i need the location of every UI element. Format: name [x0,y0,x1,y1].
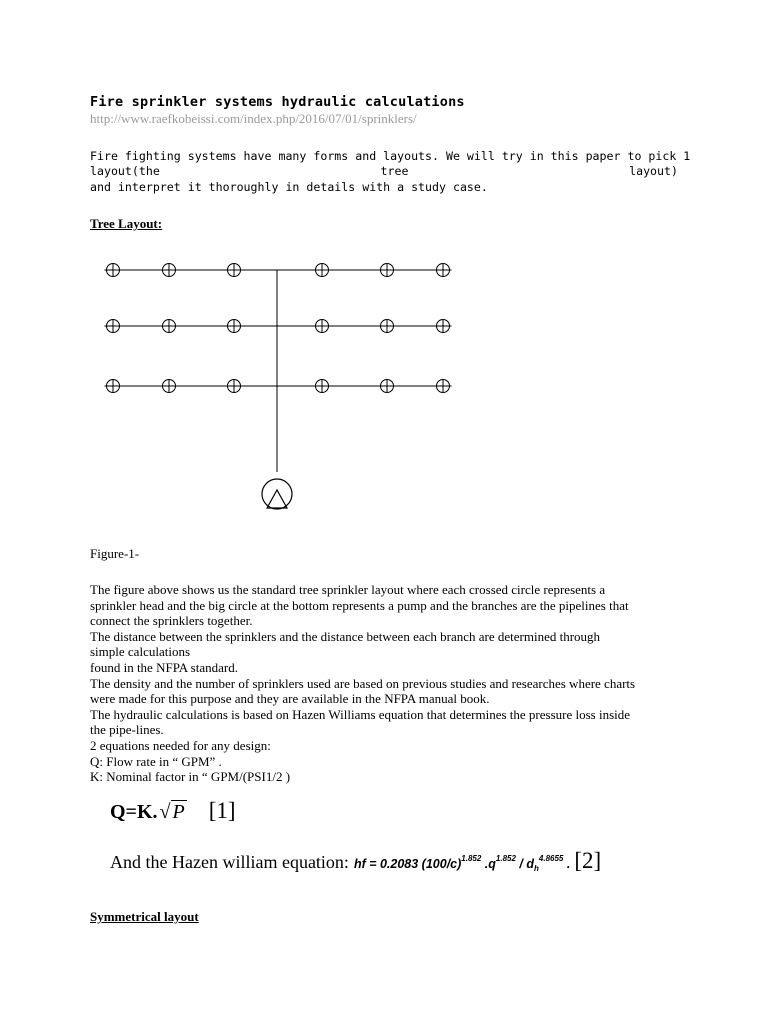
equation-1-lhs: Q=K. [110,801,158,823]
sprinkler-head-icon [379,320,396,333]
body-line: simple calculations [90,644,191,660]
equation-2-lead: And the Hazen william equation: [110,852,349,872]
figure-caption: Figure-1- [90,546,140,561]
intro-line-2-start: layout(the [90,164,160,178]
sprinkler-head-icon [105,380,122,393]
document-title: Fire sprinkler systems hydraulic calculations [90,94,465,110]
hazen-williams-formula: hf = 0.2083 $(100/c)^{1.852}$ $.q^{1.852} / d_h^{4.8655}$ . [353,854,571,873]
body-line: sprinkler head and the big circle at the bottom represents a pump and the branches are the pipelines that [90,597,629,613]
equation-1-number: [1] [208,798,236,823]
tree-layout-heading: Tree Layout: [90,216,163,231]
sprinkler-head-icon [314,264,331,277]
intro-line-2-middle: tree [380,164,409,178]
body-line: The hydraulic calculations is based on Hazen Williams equation that determines the pressure loss inside [90,706,631,722]
sprinkler-head-icon [161,380,178,393]
body-line: Q: Flow rate in “ GPM” . [90,753,222,769]
body-line: The density and the number of sprinklers used are based on previous studies and researches where charts [90,675,636,691]
source-url[interactable]: http://www.raefkobeissi.com/index.php/2016/07/01/sprinklers/ [90,111,417,126]
intro-line-2 [90,164,678,178]
body-line: were made for this purpose and they are available in the NFPA manual book. [90,691,490,707]
sprinkler-head-icon [226,264,243,277]
intro-line-3: and interpret it thoroughly in details with a study case. [90,180,488,194]
sprinkler-head-icon [379,264,396,277]
sprinkler-head-icon [435,320,452,333]
pump-icon [262,479,292,509]
sprinkler-head-icon [161,264,178,277]
intro-line-2-end: layout) [629,164,678,178]
body-line: The distance between the sprinklers and the distance between each branch are determined through [90,628,601,644]
sqrt-symbol: √ P [159,801,185,823]
sprinkler-head-icon [226,320,243,333]
body-line: The figure above shows us the standard tree sprinkler layout where each crossed circle represents a [90,582,606,597]
sprinkler-head-icon [161,320,178,333]
body-line: K: Nominal factor in “ GPM/(PSI1/2 ) [90,769,291,785]
body-line: found in the NFPA standard. [90,659,238,675]
sprinkler-head-icon [314,320,331,333]
intro-line-1: Fire fighting systems have many forms and layouts. We will try in this paper to pick 1 [90,149,691,163]
sprinkler-head-icon [379,380,396,393]
body-line: connect the sprinklers together. [90,613,253,629]
sprinkler-head-icon [105,320,122,333]
tree-layout-diagram [90,250,470,520]
sprinkler-head-icon [226,380,243,393]
sprinkler-head-icon [435,264,452,277]
sprinkler-head-icon [314,380,331,393]
body-line: 2 equations needed for any design: [90,737,271,753]
sprinkler-head-icon [105,264,122,277]
body-line: the pipe-lines. [90,722,164,738]
equation-1 [110,798,236,824]
equation-2-number: [2] [574,848,602,873]
equation-2 [110,848,601,874]
sprinkler-head-icon [435,380,452,393]
symmetrical-layout-heading: Symmetrical layout [90,909,199,924]
body-text [90,582,720,785]
